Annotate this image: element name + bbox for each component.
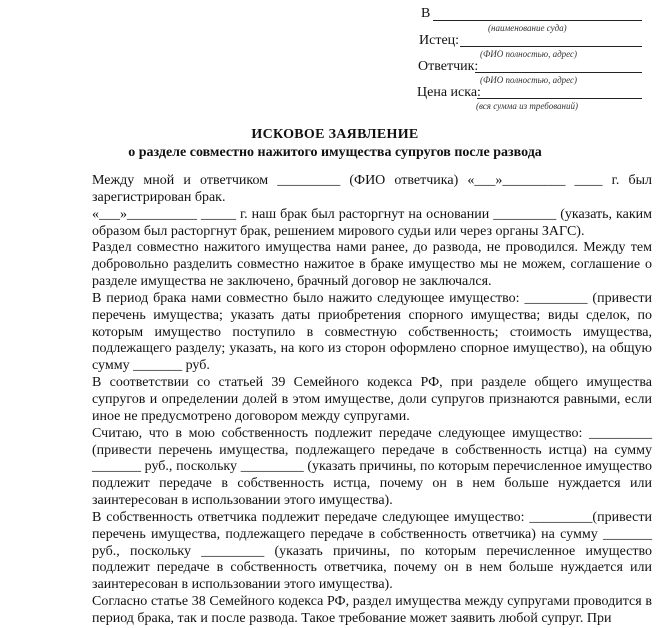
- paragraph-article-39: В соответствии со статьей 39 Семейного кодекса РФ, при разделе общего имущества супругов и определении долей в этом имуществе, доли супругов признаются равными, если иное не предусмотрено договором между супругами.: [92, 375, 652, 424]
- document-body: [92, 173, 652, 628]
- claim-price-hint: (вся сумма из требований): [476, 101, 579, 111]
- plaintiff-label: Истец:: [419, 33, 460, 48]
- paragraph-defendant-share: В собственность ответчика подлежит передаче следующее имущество: _________(привести перечень имущества, подлежащего передаче в собственность ответчика) на сумму _______ руб., поскольку _________ (указать причины, по которым перечисленное имущество подлежит передаче в собственность ответчика, почему он в нем больше нуждается или заинтересован в использовании этого имущества).: [92, 509, 652, 593]
- paragraph-divorce: «___»__________ _____ г. наш брак был расторгнут на основании _________ (указать, каким образом был расторгнут брак, решением мирового судьи или через органы ЗАГС).: [92, 206, 652, 239]
- defendant-field-line[interactable]: [475, 72, 642, 73]
- court-hint: (наименование суда): [488, 23, 567, 33]
- plaintiff-hint: (ФИО полностью, адрес): [480, 49, 578, 59]
- paragraph-no-division: Раздел совместно нажитого имущества нами ранее, до развода, не проводился. Между тем добровольно разделить совместно нажитое в браке имущество мы не можем, соглашение о разделе имущества не заключено, брачный договор не заключался.: [92, 240, 652, 290]
- document-subtitle: о разделе совместно нажитого имущества супругов после развода: [128, 145, 542, 160]
- defendant-hint: (ФИО полностью, адрес): [480, 75, 578, 85]
- paragraph-plaintiff-share: Считаю, что в мою собственность подлежит передаче следующее имущество: _________ (привести перечень имущества, подлежащего передаче в собственность истца) на сумму _______ руб., поскольку _________ (указать причины, по которым перечисленное имущество подлежит передаче в собственность истца, почему он в нем больше нуждается или заинтересован в использовании этого имущества).: [92, 425, 652, 509]
- paragraph-marriage-registration: Между мной и ответчиком _________ (ФИО ответчика) «___»_________ ____ г. был зарегистрирован брак.: [92, 173, 652, 205]
- court-field-line[interactable]: [433, 20, 642, 21]
- plaintiff-field-line[interactable]: [460, 46, 642, 47]
- paragraph-article-38: Согласно статье 38 Семейного кодекса РФ, раздел имущества между супругами проводится в период брака, так и после развода. Такое требование может заявить любой супруг. При: [92, 594, 652, 626]
- paragraph-property-list: В период брака нами совместно было нажито следующее имущество: _________ (привести перечень имущества; указать даты приобретения спорного имущества; виды сделок, по которым имущество поступило в совместную собственность; стоимость имущества, подлежащего разделу; указать, на кого из сторон оформлено спорное имущество), на общую сумму _______ руб.: [92, 290, 652, 374]
- court-label: В: [421, 6, 431, 21]
- claim-price-label: Цена иска:: [417, 85, 481, 100]
- claim-price-field-line[interactable]: [477, 98, 642, 99]
- defendant-label: Ответчик:: [418, 59, 479, 74]
- document-title: ИСКОВОЕ ЗАЯВЛЕНИЕ: [251, 127, 419, 142]
